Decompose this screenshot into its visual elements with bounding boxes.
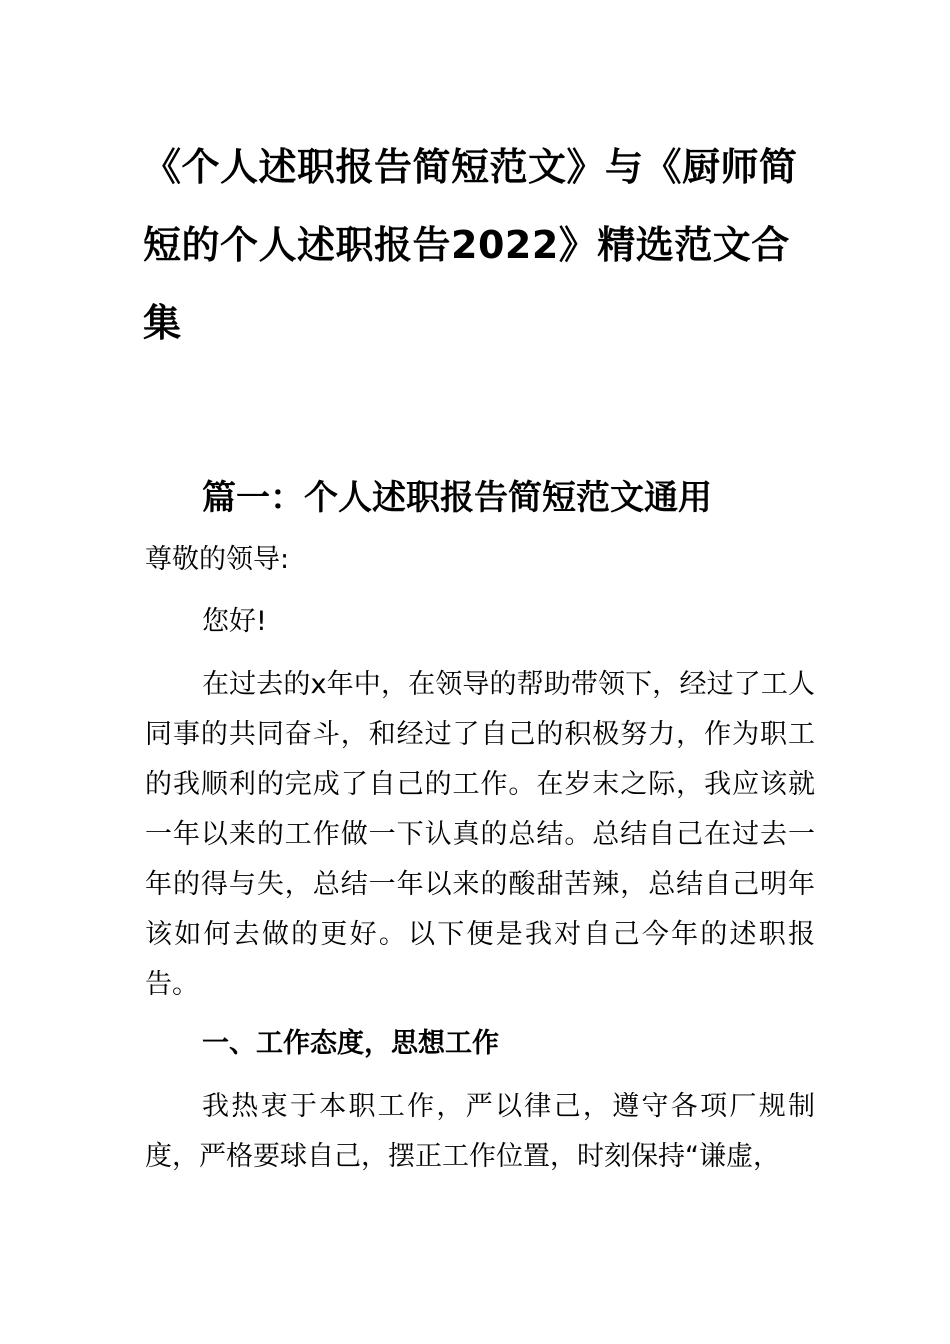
subheading-work-attitude: 一、工作态度，思想工作 bbox=[202, 1028, 499, 1059]
section-heading: 篇一：个人述职报告简短范文通用 bbox=[202, 478, 712, 518]
body-paragraph-2: 我热衷于本职工作，严以律己，遵守各项厂规制度，严格要球自己，摆正工作位置，时刻保持“谦虚， bbox=[145, 1091, 815, 1172]
body-paragraph-1: 在过去的x年中，在领导的帮助带领下，经过了工人同事的共同奋斗，和经过了自己的积极努力，作为职工的我顺利的完成了自己的工作。在岁末之际，我应该就一年以来的工作做一下认真的总结。总结自己在过去一年的得与失，总结一年以来的酸甜苦辣，总结自己明年该如何去做的更好。以下便是我对自己今年的述职报告。 bbox=[145, 669, 815, 1000]
document-title: 《个人述职报告简短范文》与《厨师简短的个人述职报告2022》精选范文合集 bbox=[143, 145, 798, 345]
salutation: 尊敬的领导: bbox=[145, 544, 290, 575]
greeting: 您好! bbox=[202, 606, 267, 637]
